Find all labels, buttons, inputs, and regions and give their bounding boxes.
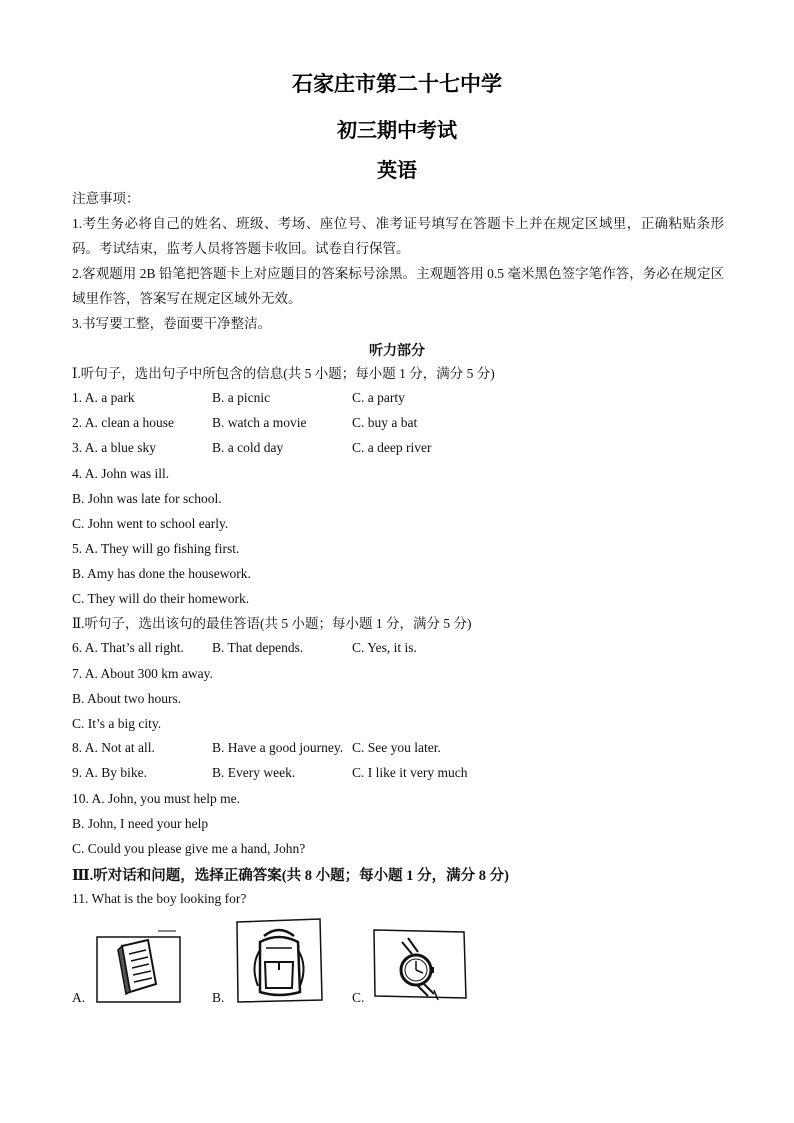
q10-option-b: B. John, I need your help <box>72 816 209 831</box>
q8-option-c: C. See you later. <box>352 740 441 755</box>
q5-option-c: C. They will do their homework. <box>72 591 250 606</box>
q9-option-b: B. Every week. <box>212 765 296 780</box>
q7-option-c: C. It’s a big city. <box>72 716 162 731</box>
part3-instruction: Ⅲ.听对话和问题，选择正确答案(共 8 小题；每小题 1 分，满分 8 分) <box>72 868 509 884</box>
school-name: 石家庄市第二十七中学 <box>292 72 502 96</box>
q6-option-c: C. Yes, it is. <box>352 640 417 655</box>
q10-option-a: 10. A. John, you must help me. <box>72 791 240 806</box>
exam-title: 初三期中考试 <box>337 118 457 142</box>
note-item-1: 1.考生务必将自己的姓名、班级、考场、座位号、准考证号填写在答题卡上并在规定区域里，正确粘贴条形码。考试结束，监考人员将答题卡收回。试卷自行保管。 <box>72 216 724 256</box>
note-item-2: 2.客观题用 2B 铅笔把答题卡上对应题目的答案标号涂黑。主观题答用 0.5 毫米黑色签字笔作答，务必在规定区域里作答，答案写在规定区域外无效。 <box>72 266 724 306</box>
listening-section-title: 听力部分 <box>369 343 425 359</box>
q11-option-b-label: B. <box>212 990 225 1005</box>
q3-option-b: B. a cold day <box>212 440 284 455</box>
q3-option-a: 3. A. a blue sky <box>72 440 156 455</box>
part2-instruction: Ⅱ.听句子，选出该句的最佳答语(共 5 小题；每小题 1 分，满分 5 分) <box>72 616 472 631</box>
q5-option-b: B. Amy has done the housework. <box>72 566 251 581</box>
q2-option-a: 2. A. clean a house <box>72 415 174 430</box>
q10-option-c: C. Could you please give me a hand, John? <box>72 841 306 856</box>
q6-option-a: 6. A. That’s all right. <box>72 640 184 655</box>
q11-option-a-label: A. <box>72 990 86 1005</box>
notes-heading: 注意事项： <box>72 191 140 206</box>
q9-option-a: 9. A. By bike. <box>72 765 148 780</box>
q7-option-b: B. About two hours. <box>72 691 182 706</box>
book-icon <box>96 928 182 1004</box>
q7-option-a: 7. A. About 300 km away. <box>72 666 213 681</box>
backpack-icon <box>234 918 324 1004</box>
q1-option-a: 1. A. a park <box>72 390 135 405</box>
q2-option-b: B. watch a movie <box>212 415 307 430</box>
watch-icon <box>372 928 468 1004</box>
q2-option-c: C. buy a bat <box>352 415 418 430</box>
q11-question: 11. What is the boy looking for? <box>72 891 247 906</box>
q11-option-c-label: C. <box>352 990 365 1005</box>
q3-option-c: C. a deep river <box>352 440 432 455</box>
note-item-3: 3.书写要工整，卷面要干净整洁。 <box>72 316 272 331</box>
part1-instruction: Ⅰ.听句子，选出句子中所包含的信息(共 5 小题；每小题 1 分，满分 5 分) <box>72 366 495 381</box>
q9-option-c: C. I like it very much <box>352 765 468 780</box>
q5-option-a: 5. A. They will go fishing first. <box>72 541 240 556</box>
subject-title: 英语 <box>377 158 417 182</box>
q8-option-a: 8. A. Not at all. <box>72 740 155 755</box>
q4-option-a: 4. A. John was ill. <box>72 466 170 481</box>
q1-option-b: B. a picnic <box>212 390 271 405</box>
q8-option-b: B. Have a good journey. <box>212 740 344 755</box>
q6-option-b: B. That depends. <box>212 640 304 655</box>
q4-option-c: C. John went to school early. <box>72 516 229 531</box>
q4-option-b: B. John was late for school. <box>72 491 222 506</box>
q1-option-c: C. a party <box>352 390 405 405</box>
